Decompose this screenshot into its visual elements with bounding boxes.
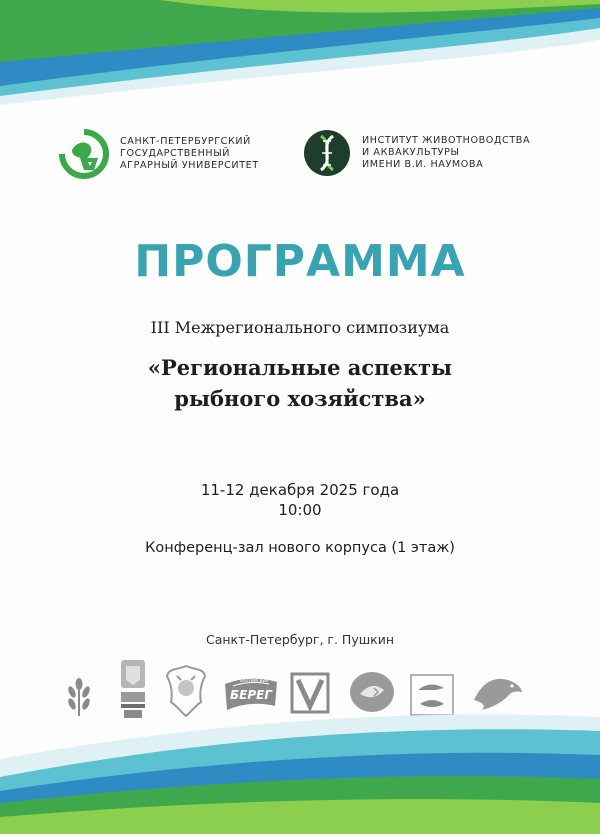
institute-name-line: ИМЕНИ В.И. НАУМОВА bbox=[362, 159, 484, 170]
theme-line: рыбного хозяйства» bbox=[174, 386, 426, 411]
university-name bbox=[120, 136, 259, 172]
university-name-line: АГРАРНЫЙ УНИВЕРСИТЕТ bbox=[120, 160, 259, 171]
event-place: Санкт-Петербург, г. Пушкин bbox=[205, 632, 395, 647]
symposium-theme bbox=[0, 352, 600, 414]
institute-logo bbox=[302, 128, 530, 178]
top-wave-decoration bbox=[0, 0, 600, 120]
institute-name-line: И АКВАКУЛЬТУРЫ bbox=[362, 147, 460, 158]
university-name-line: ГОСУДАРСТВЕННЫЙ bbox=[120, 148, 231, 159]
dna-icon bbox=[302, 128, 352, 178]
organizer-logos bbox=[0, 128, 600, 188]
bereg-logo-small-label: БАЛТИЙСКИЙ bbox=[240, 678, 269, 683]
bereg-logo-label: БЕРЕГ bbox=[230, 688, 272, 702]
event-time: 10:00 bbox=[278, 501, 322, 519]
university-name-line: САНКТ-ПЕТЕРБУРГСКИЙ bbox=[120, 136, 251, 147]
symposium-subtitle: III Межрегионального симпозиума bbox=[150, 318, 450, 337]
event-date bbox=[0, 480, 600, 520]
institute-name bbox=[362, 135, 530, 171]
university-logo bbox=[58, 128, 259, 180]
bottom-wave-decoration bbox=[0, 699, 600, 834]
event-days: 11-12 декабря 2025 года bbox=[200, 481, 400, 499]
theme-line: «Региональные аспекты bbox=[147, 355, 453, 380]
page-title: ПРОГРАММА bbox=[134, 236, 466, 287]
institute-name-line: ИНСТИТУТ ЖИВОТНОВОДСТВА bbox=[362, 135, 531, 146]
university-leaf-icon bbox=[58, 128, 110, 180]
event-venue: Конференц-зал нового корпуса (1 этаж) bbox=[145, 540, 455, 556]
